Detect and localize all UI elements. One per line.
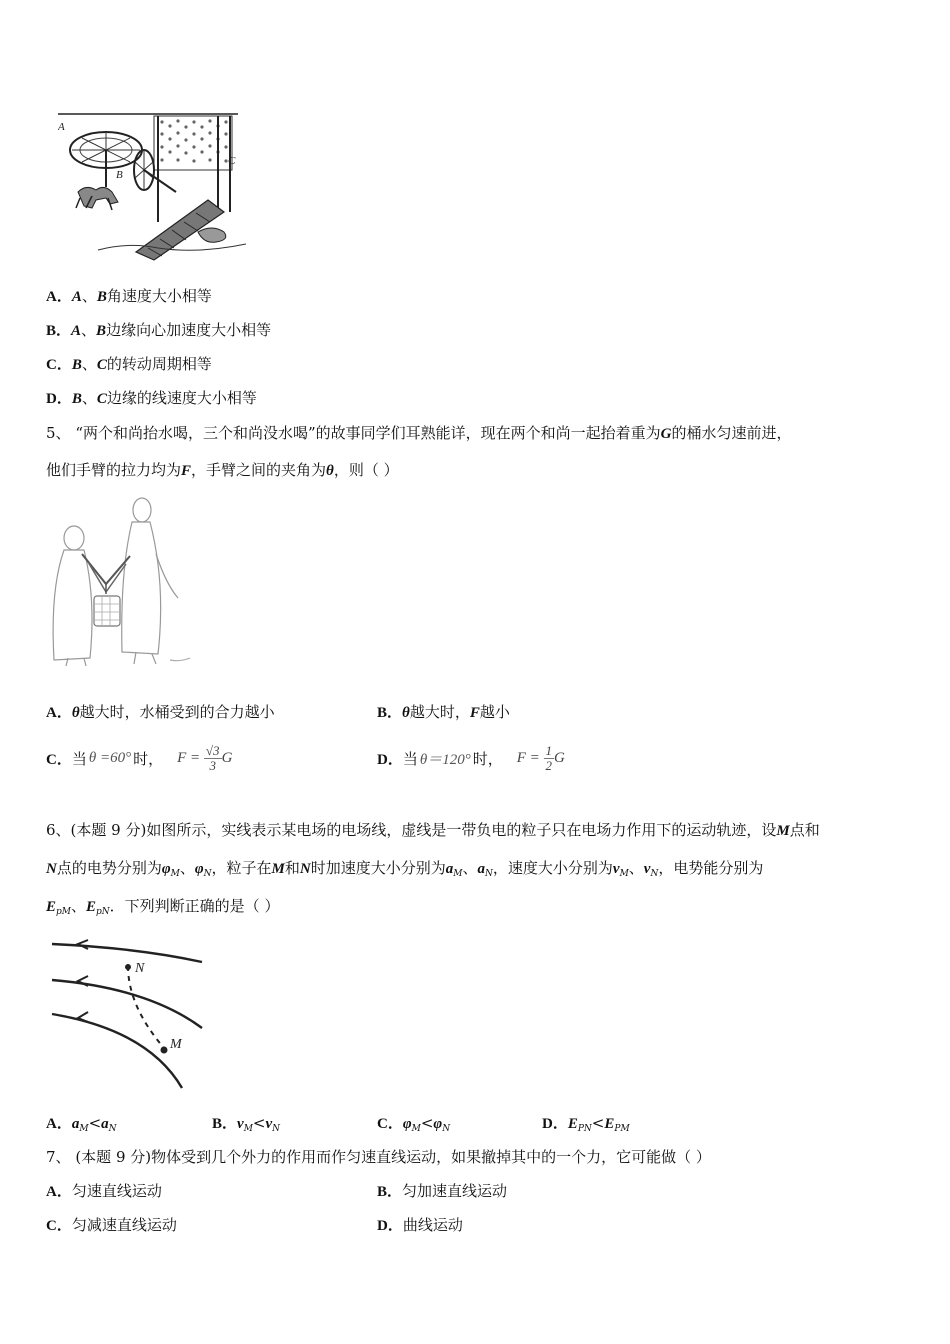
subscript: M — [619, 869, 629, 879]
angle-formula: θ =60° — [88, 749, 132, 766]
q6-option-d[interactable] — [542, 1113, 630, 1139]
var: C — [96, 357, 107, 373]
option-key: D． — [542, 1116, 568, 1132]
var: M — [271, 861, 285, 877]
subscript: N — [108, 1124, 117, 1134]
var: B — [96, 323, 107, 339]
q7-stem — [46, 1147, 711, 1167]
sep: 、 — [81, 287, 97, 305]
stem-text: 的桶水匀速前进， — [671, 424, 792, 442]
sep: 、 — [71, 897, 87, 915]
q5-stem-line-2 — [46, 460, 399, 481]
stem-text: ，粒子在 — [211, 859, 272, 877]
q5-option-c[interactable] — [46, 738, 232, 778]
option-key: A． — [46, 289, 72, 305]
subscript: N — [272, 1124, 281, 1134]
var: v — [643, 861, 651, 877]
fig-label-a: A — [58, 121, 65, 133]
option-text: 的转动周期相等 — [106, 355, 212, 373]
stem-text: ，速度大小分别为 — [492, 859, 613, 877]
stem-text: ，则（ ） — [333, 461, 399, 479]
var: B — [96, 289, 107, 305]
formula-right: G — [221, 749, 233, 766]
option-text: 匀速直线运动 — [71, 1182, 162, 1200]
q6-stem-line-1 — [46, 820, 820, 841]
q6-option-c[interactable] — [377, 1113, 450, 1139]
formula-right: G — [554, 749, 565, 766]
var: F — [469, 705, 480, 721]
sep: 、 — [179, 859, 195, 877]
stem-text: 他们手臂的拉力均为 — [46, 461, 182, 479]
angle-formula: θ＝120° — [419, 751, 471, 768]
option-text: 当 — [71, 749, 87, 768]
numerator: √3 — [205, 742, 220, 758]
var: φ — [161, 861, 171, 877]
option-text: 曲线运动 — [402, 1216, 463, 1234]
formula-left: F = — [177, 749, 201, 766]
option-key: B． — [46, 323, 72, 339]
stem-text: (本题 9 分)物体受到几个外力的作用而作匀速直线运动，如果撤掉其中的一个力，它可能做（ ） — [75, 1148, 711, 1166]
subscript: PN — [577, 1124, 592, 1134]
less-than: < — [88, 1114, 102, 1132]
var: N — [46, 861, 57, 877]
option-text: 越大时，水桶受到的合力越小 — [79, 703, 275, 721]
var: A — [71, 323, 82, 339]
subscript: M — [243, 1124, 253, 1134]
denominator: 3 — [209, 757, 216, 773]
fig-label-c: C — [228, 155, 236, 167]
var: a — [71, 1116, 80, 1132]
q5-option-b[interactable] — [377, 702, 510, 723]
var: θ — [71, 705, 80, 721]
option-key: C． — [46, 1218, 72, 1234]
fraction — [204, 744, 222, 773]
q5-stem-line-1 — [46, 423, 792, 444]
subscript: N — [650, 869, 659, 879]
q4-option-b[interactable] — [46, 320, 271, 341]
var: N — [299, 861, 311, 877]
var: φ — [194, 861, 204, 877]
q4-option-c[interactable] — [46, 354, 212, 375]
option-key: C． — [377, 1116, 403, 1132]
stem-text: 时加速度大小分别为 — [310, 859, 446, 877]
sep: 、 — [81, 321, 97, 339]
fig-label-m: M — [170, 1037, 182, 1052]
electric-field-figure — [48, 936, 208, 1092]
stem-text: (本题 9 分)如图所示，实线表示某电场的电场线，虚线是一带负电的粒子只在电场力作用下的运动轨迹，设 — [70, 821, 777, 839]
var: θ — [402, 705, 410, 721]
subscript: M — [170, 869, 180, 879]
q6-option-a[interactable] — [46, 1113, 117, 1139]
sep: 、 — [628, 859, 644, 877]
fig-label-n: N — [135, 961, 145, 976]
var: φ — [402, 1116, 412, 1132]
q7-option-b[interactable] — [377, 1181, 507, 1202]
less-than: < — [420, 1114, 434, 1132]
monks-figure — [44, 492, 194, 668]
var: v — [265, 1116, 273, 1132]
stem-text: ．下列判断正确的是（ ） — [109, 897, 280, 915]
subscript: N — [203, 869, 212, 879]
var: a — [445, 861, 454, 877]
q7-option-a[interactable] — [46, 1181, 162, 1202]
subscript: M — [411, 1124, 421, 1134]
question-number: 7、 — [46, 1148, 71, 1166]
var: M — [776, 823, 790, 839]
var: E — [86, 899, 97, 915]
option-key: A． — [46, 1116, 72, 1132]
var: E — [604, 1116, 615, 1132]
var: A — [71, 289, 82, 305]
subscript: M — [79, 1124, 89, 1134]
q4-option-a[interactable] — [46, 286, 212, 307]
var: C — [96, 391, 107, 407]
var: B — [71, 391, 82, 407]
subscript: pN — [96, 907, 110, 917]
var: E — [567, 1116, 578, 1132]
option-text: 匀加速直线运动 — [402, 1182, 508, 1200]
q6-option-b[interactable] — [212, 1113, 280, 1139]
stem-text: ，电势能分别为 — [658, 859, 764, 877]
stem-text: ，手臂之间的夹角为 — [191, 461, 327, 479]
subscript: PM — [614, 1124, 630, 1134]
sep: 、 — [81, 389, 97, 407]
fig-label-b: B — [116, 169, 123, 181]
option-key: D． — [46, 391, 72, 407]
option-text: 当 — [402, 749, 418, 768]
subscript: pM — [56, 907, 71, 917]
option-text: 边缘的线速度大小相等 — [106, 389, 257, 407]
stem-text: 和 — [284, 859, 300, 877]
q5-option-a[interactable] — [46, 702, 275, 723]
force-formula — [177, 744, 232, 773]
option-text: 越小 — [479, 703, 510, 721]
option-text: 时， — [472, 749, 503, 768]
denominator: 2 — [545, 757, 553, 773]
q5-option-d[interactable] — [377, 738, 565, 778]
option-key: C． — [46, 357, 72, 373]
var: v — [612, 861, 620, 877]
var: a — [477, 861, 485, 877]
q7-option-c[interactable] — [46, 1215, 177, 1236]
var: G — [660, 426, 672, 442]
var: E — [46, 899, 57, 915]
option-text: 匀减速直线运动 — [71, 1216, 177, 1234]
option-key: D． — [377, 751, 403, 768]
stem-text: 点和 — [789, 821, 820, 839]
waterwheel-figure — [58, 112, 248, 262]
var: B — [71, 357, 82, 373]
option-text: 角速度大小相等 — [106, 287, 212, 305]
var: θ — [326, 463, 334, 479]
question-number: 6、 — [46, 821, 71, 839]
option-key: A． — [46, 1184, 72, 1200]
option-text: 边缘向心加速度大小相等 — [106, 321, 272, 339]
fraction — [544, 744, 555, 773]
subscript: N — [442, 1124, 451, 1134]
option-key: D． — [377, 1218, 403, 1234]
numerator: 1 — [545, 742, 553, 758]
less-than: < — [252, 1114, 266, 1132]
less-than: < — [591, 1114, 605, 1132]
option-text: 时， — [133, 749, 164, 768]
option-key: B． — [212, 1116, 238, 1132]
formula-left: F = — [516, 749, 540, 766]
stem-text: “两个和尚抬水喝，三个和尚没水喝”的故事同学们耳熟能详，现在两个和尚一起抬着重为 — [75, 424, 661, 442]
option-key: B． — [377, 705, 403, 721]
var: a — [101, 1116, 109, 1132]
q6-stem-line-3 — [46, 896, 279, 922]
sep: 、 — [81, 355, 97, 373]
option-key: C． — [46, 751, 72, 768]
stem-text: 点的电势分别为 — [56, 859, 162, 877]
option-text: 越大时， — [409, 703, 470, 721]
question-number: 5、 — [46, 424, 71, 442]
subscript: N — [485, 869, 493, 879]
var: v — [237, 1116, 244, 1132]
subscript: M — [453, 869, 463, 879]
option-key: B． — [377, 1184, 403, 1200]
q6-stem-line-2 — [46, 858, 763, 884]
sep: 、 — [462, 859, 478, 877]
q4-option-d[interactable] — [46, 388, 257, 409]
var: F — [181, 463, 192, 479]
option-key: A． — [46, 705, 72, 721]
q7-option-d[interactable] — [377, 1215, 463, 1236]
var: φ — [433, 1116, 443, 1132]
force-formula — [517, 744, 565, 773]
